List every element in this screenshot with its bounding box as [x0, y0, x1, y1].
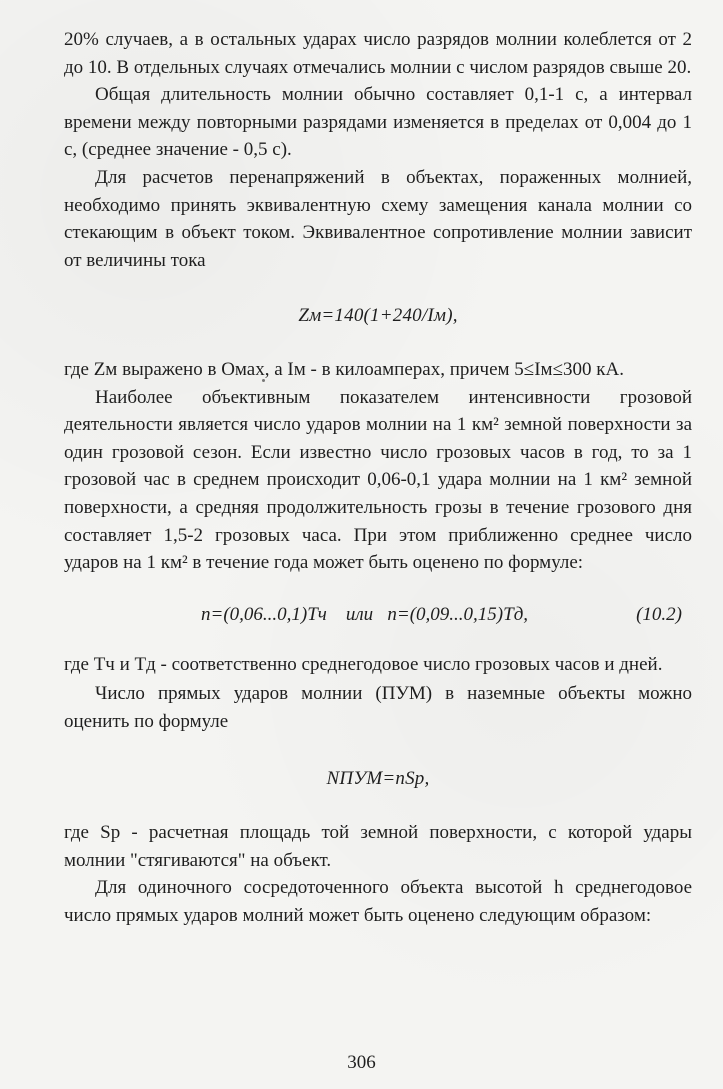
paragraph-1: 20% случаев, а в остальных ударах число разрядов молнии колеблется от 2 до 10. В отдельных случаях отмечались молнии с числом разрядов свыше 20.	[64, 29, 692, 78]
formula-strikes-expression	[201, 601, 528, 629]
paragraph-6: где Sр - расчетная площадь той земной поверхности, с которой удары молнии "стягиваются" на объект.	[64, 822, 692, 871]
paragraph-2: Общая длительность молнии обычно составляет 0,1-1 с, а интервал времени между повторными разрядами изменяется в пределах от 0,004 до 1 с, (среднее значение - 0,5 с).	[64, 84, 692, 161]
paragraph-7: Для одиночного сосредоточенного объекта высотой h среднегодовое число прямых ударов молний может быть оценено следующим образом:	[64, 877, 692, 926]
formula-impedance: Zм=140(1+240/Iм),	[298, 305, 458, 327]
document-body	[64, 26, 692, 929]
formula-or-word: или	[345, 603, 374, 625]
formula-strikes-count	[64, 601, 692, 629]
formula-number: (10.2)	[636, 603, 682, 625]
paragraph-5: Число прямых ударов молнии (ПУМ) в наземные объекты можно оценить по формуле	[64, 683, 692, 732]
formula-impedance-explanation: где Zм выражено в Омах, а Iм - в килоамперах, причем 5≤Iм≤300 кА.	[64, 358, 624, 380]
paragraph-3: Для расчетов перенапряжений в объектах, пораженных молнией, необходимо принять эквивалентную схему замещения канала молнии со стекающим в объект током. Эквивалентное сопротивление молнии зависит от величины тока	[64, 166, 692, 271]
formula-strikes-right: n=(0,09...0,15)Tд,	[387, 603, 529, 625]
paragraph-4: Наиболее объективным показателем интенсивности грозовой деятельности является число ударов молнии на 1 км² земной поверхности за один грозовой сезон. Если известно число грозовых часов в год, то за 1 грозовой час в среднем происходит 0,06-0,1 удара молнии на 1 км² земной поверхности, а средняя продолжительность грозы в течение грозового дня составляет 1,5-2 грозовых часа. При этом приближенно среднее число ударов на 1 км² в течение года может быть оценено по формуле:	[64, 386, 692, 574]
formula-strikes-explanation: где Tч и Tд - соответственно среднегодовое число грозовых часов и дней.	[64, 653, 663, 675]
formula-strikes-left: n=(0,06...0,1)Tч	[201, 603, 327, 625]
page-number: 306	[347, 1052, 376, 1073]
formula-direct-strikes: NПУМ=nSр,	[326, 768, 430, 790]
